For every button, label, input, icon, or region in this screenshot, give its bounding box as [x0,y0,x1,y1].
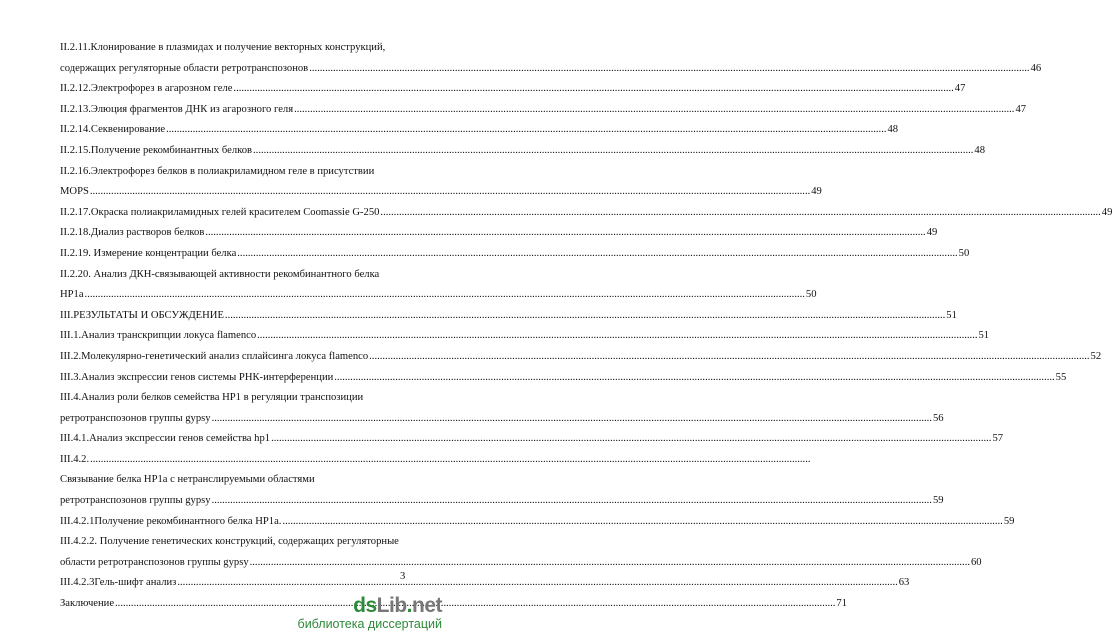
toc-entry-title: II.2.12.Электрофорез в агарозном геле [60,83,233,95]
toc-entry[interactable] [60,79,966,100]
toc-entry-page: 52 [1090,350,1102,362]
toc-leader-dots [205,223,925,244]
toc-entry-page: 47 [954,83,966,95]
toc-entry-title: ретротранспозонов группы gypsy [60,412,211,424]
toc-entry[interactable] [60,120,899,141]
toc-entry-title: III.4.2.2. Получение генетических конструкций, содержащих регуляторные [60,536,399,548]
toc-entry[interactable] [60,141,985,162]
toc-entry-title: III.3.Анализ экспрессии генов системы РНК-интерференции [60,371,334,383]
toc-leader-dots [282,512,1002,533]
toc-leader-dots [166,120,886,141]
toc-entry-title: II.2.14.Секвенирование [60,124,166,136]
dslib-logo [298,595,442,617]
toc-entry-title: Связывание белка HP1a с нетранслируемыми областями [60,474,315,486]
page-number: 3 [400,571,406,582]
toc-entry[interactable] [60,59,1042,80]
toc-leader-dots [90,182,810,203]
toc-entry[interactable] [60,223,938,244]
toc-entry-page: 50 [805,289,817,301]
toc-leader-dots [334,368,1054,389]
toc-entry[interactable] [60,368,1067,389]
toc-leader-dots [309,59,1029,80]
toc-entry[interactable] [60,326,990,347]
toc-entry-page: 49 [1101,206,1112,218]
toc-entry-title: III.1.Анализ транскрипции локуса flamenco [60,330,257,342]
toc-leader-dots [233,79,953,100]
toc-entry[interactable] [60,409,944,430]
toc-entry[interactable] [60,182,822,203]
toc-entry-title: II.2.18.Диализ растворов белков [60,227,205,239]
toc-entry-page: 63 [898,577,910,589]
toc-entry[interactable] [60,285,817,306]
toc-entry[interactable] [60,470,416,491]
toc-entry-title: ретротранспозонов группы gypsy [60,495,211,507]
toc-entry-page: 59 [1003,515,1015,527]
toc-entry-page: 49 [926,227,938,239]
toc-leader-dots [257,326,977,347]
toc-entry[interactable] [60,306,957,327]
logo-ds: ds [353,594,377,617]
toc-entry-page: 51 [978,330,990,342]
toc-entry-page: 56 [932,412,944,424]
toc-entry[interactable] [60,553,982,574]
toc-entry[interactable] [60,429,1004,450]
toc-entry-page: 51 [946,309,957,321]
toc-leader-dots [250,553,970,574]
toc-leader-dots [380,203,1100,224]
toc-entry-title: III.4.Анализ роли белков семейства HP1 в регуляции транспозиции [60,392,364,404]
toc-leader-dots [237,244,957,265]
toc-leader-dots [271,429,991,450]
toc-entry[interactable] [60,491,944,512]
logo-lib: Lib [376,594,407,617]
toc-entry-page: 71 [836,598,847,610]
toc-entry-page: 47 [1015,103,1027,115]
toc-entry-title: III.РЕЗУЛЬТАТЫ И ОБСУЖДЕНИЕ [60,309,224,321]
toc-entry[interactable] [60,450,416,471]
toc-entry-title: содержащих регуляторные области ретротранспозонов [60,62,309,74]
toc-entry-page: 57 [992,433,1004,445]
toc-entry-title: II.2.20. Анализ ДКН-связывающей активности рекомбинантного белка [60,268,380,280]
toc-entry[interactable] [60,532,416,553]
toc-entry-page: 46 [1030,62,1042,74]
toc-leader-dots [225,306,945,327]
toc-leader-dots [253,141,973,162]
dslib-watermark[interactable] [298,595,442,632]
toc-entry[interactable] [60,244,970,265]
toc-entry[interactable] [60,100,1027,121]
toc-entry-title: III.4.2. [60,453,90,465]
toc-entry-title: III.4.1.Анализ экспрессии генов семейства hp1 [60,433,271,445]
toc-entry-title: области ретротранспозонов группы gypsy [60,556,249,568]
toc-entry-page: 50 [958,247,970,259]
toc-entry-page: 48 [887,124,899,136]
toc-entry-title: II.2.15.Получение рекомбинантных белков [60,144,253,156]
toc-leader-dots [177,573,897,594]
toc-entry-page: 55 [1055,371,1067,383]
toc-entry[interactable] [60,265,416,286]
toc-entry[interactable] [60,203,1112,224]
dslib-tagline: библиотека диссертаций [297,617,442,631]
toc-entry-title: MOPS [60,186,89,198]
toc-entry-page: 49 [811,186,822,198]
toc-entry[interactable] [60,347,1102,368]
toc-entry[interactable] [60,388,416,409]
toc-entry[interactable] [60,38,416,59]
toc-entry-page: 48 [974,144,985,156]
toc-entry[interactable] [60,512,1015,533]
toc-entry-title: HP1a [60,289,84,301]
toc-entry[interactable] [60,573,910,594]
toc-entry-title: II.2.16.Электрофорез белков в полиакриламидном геле в присутствии [60,165,375,177]
toc-entry-page: 60 [971,556,982,568]
toc-entry-page: 59 [932,495,944,507]
toc-leader-dots [115,594,835,615]
toc-leader-dots [294,100,1014,121]
toc-leader-dots [369,347,1089,368]
toc-leader-dots [85,285,805,306]
toc-entry-title: Заключение [60,598,115,610]
toc-entry[interactable] [60,162,416,183]
toc-entry-title: II.2.11.Клонирование в плазмидах и получение векторных конструкций, [60,42,386,53]
toc-entry-title: III.4.2.3Гель-шифт анализ [60,577,177,589]
toc-entry-title: II.2.13.Элюция фрагментов ДНК из агарозного геля [60,103,294,115]
toc-leader-dots [212,491,932,512]
toc-leader-dots [212,409,932,430]
toc-entry-title: II.2.19. Измерение концентрации белка [60,247,237,259]
toc-entry-title: III.2.Молекулярно-генетический анализ сплайсинга локуса flamenco [60,350,369,362]
toc-leader-dots [90,450,810,471]
toc-entry-title: III.4.2.1Получение рекомбинантного белка HP1a. [60,515,282,527]
toc-entry-title: II.2.17.Окраска полиакриламидных гелей красителем Coomassie G-250 [60,206,380,218]
logo-net: net [412,594,442,617]
logo-dot: . [406,594,412,617]
